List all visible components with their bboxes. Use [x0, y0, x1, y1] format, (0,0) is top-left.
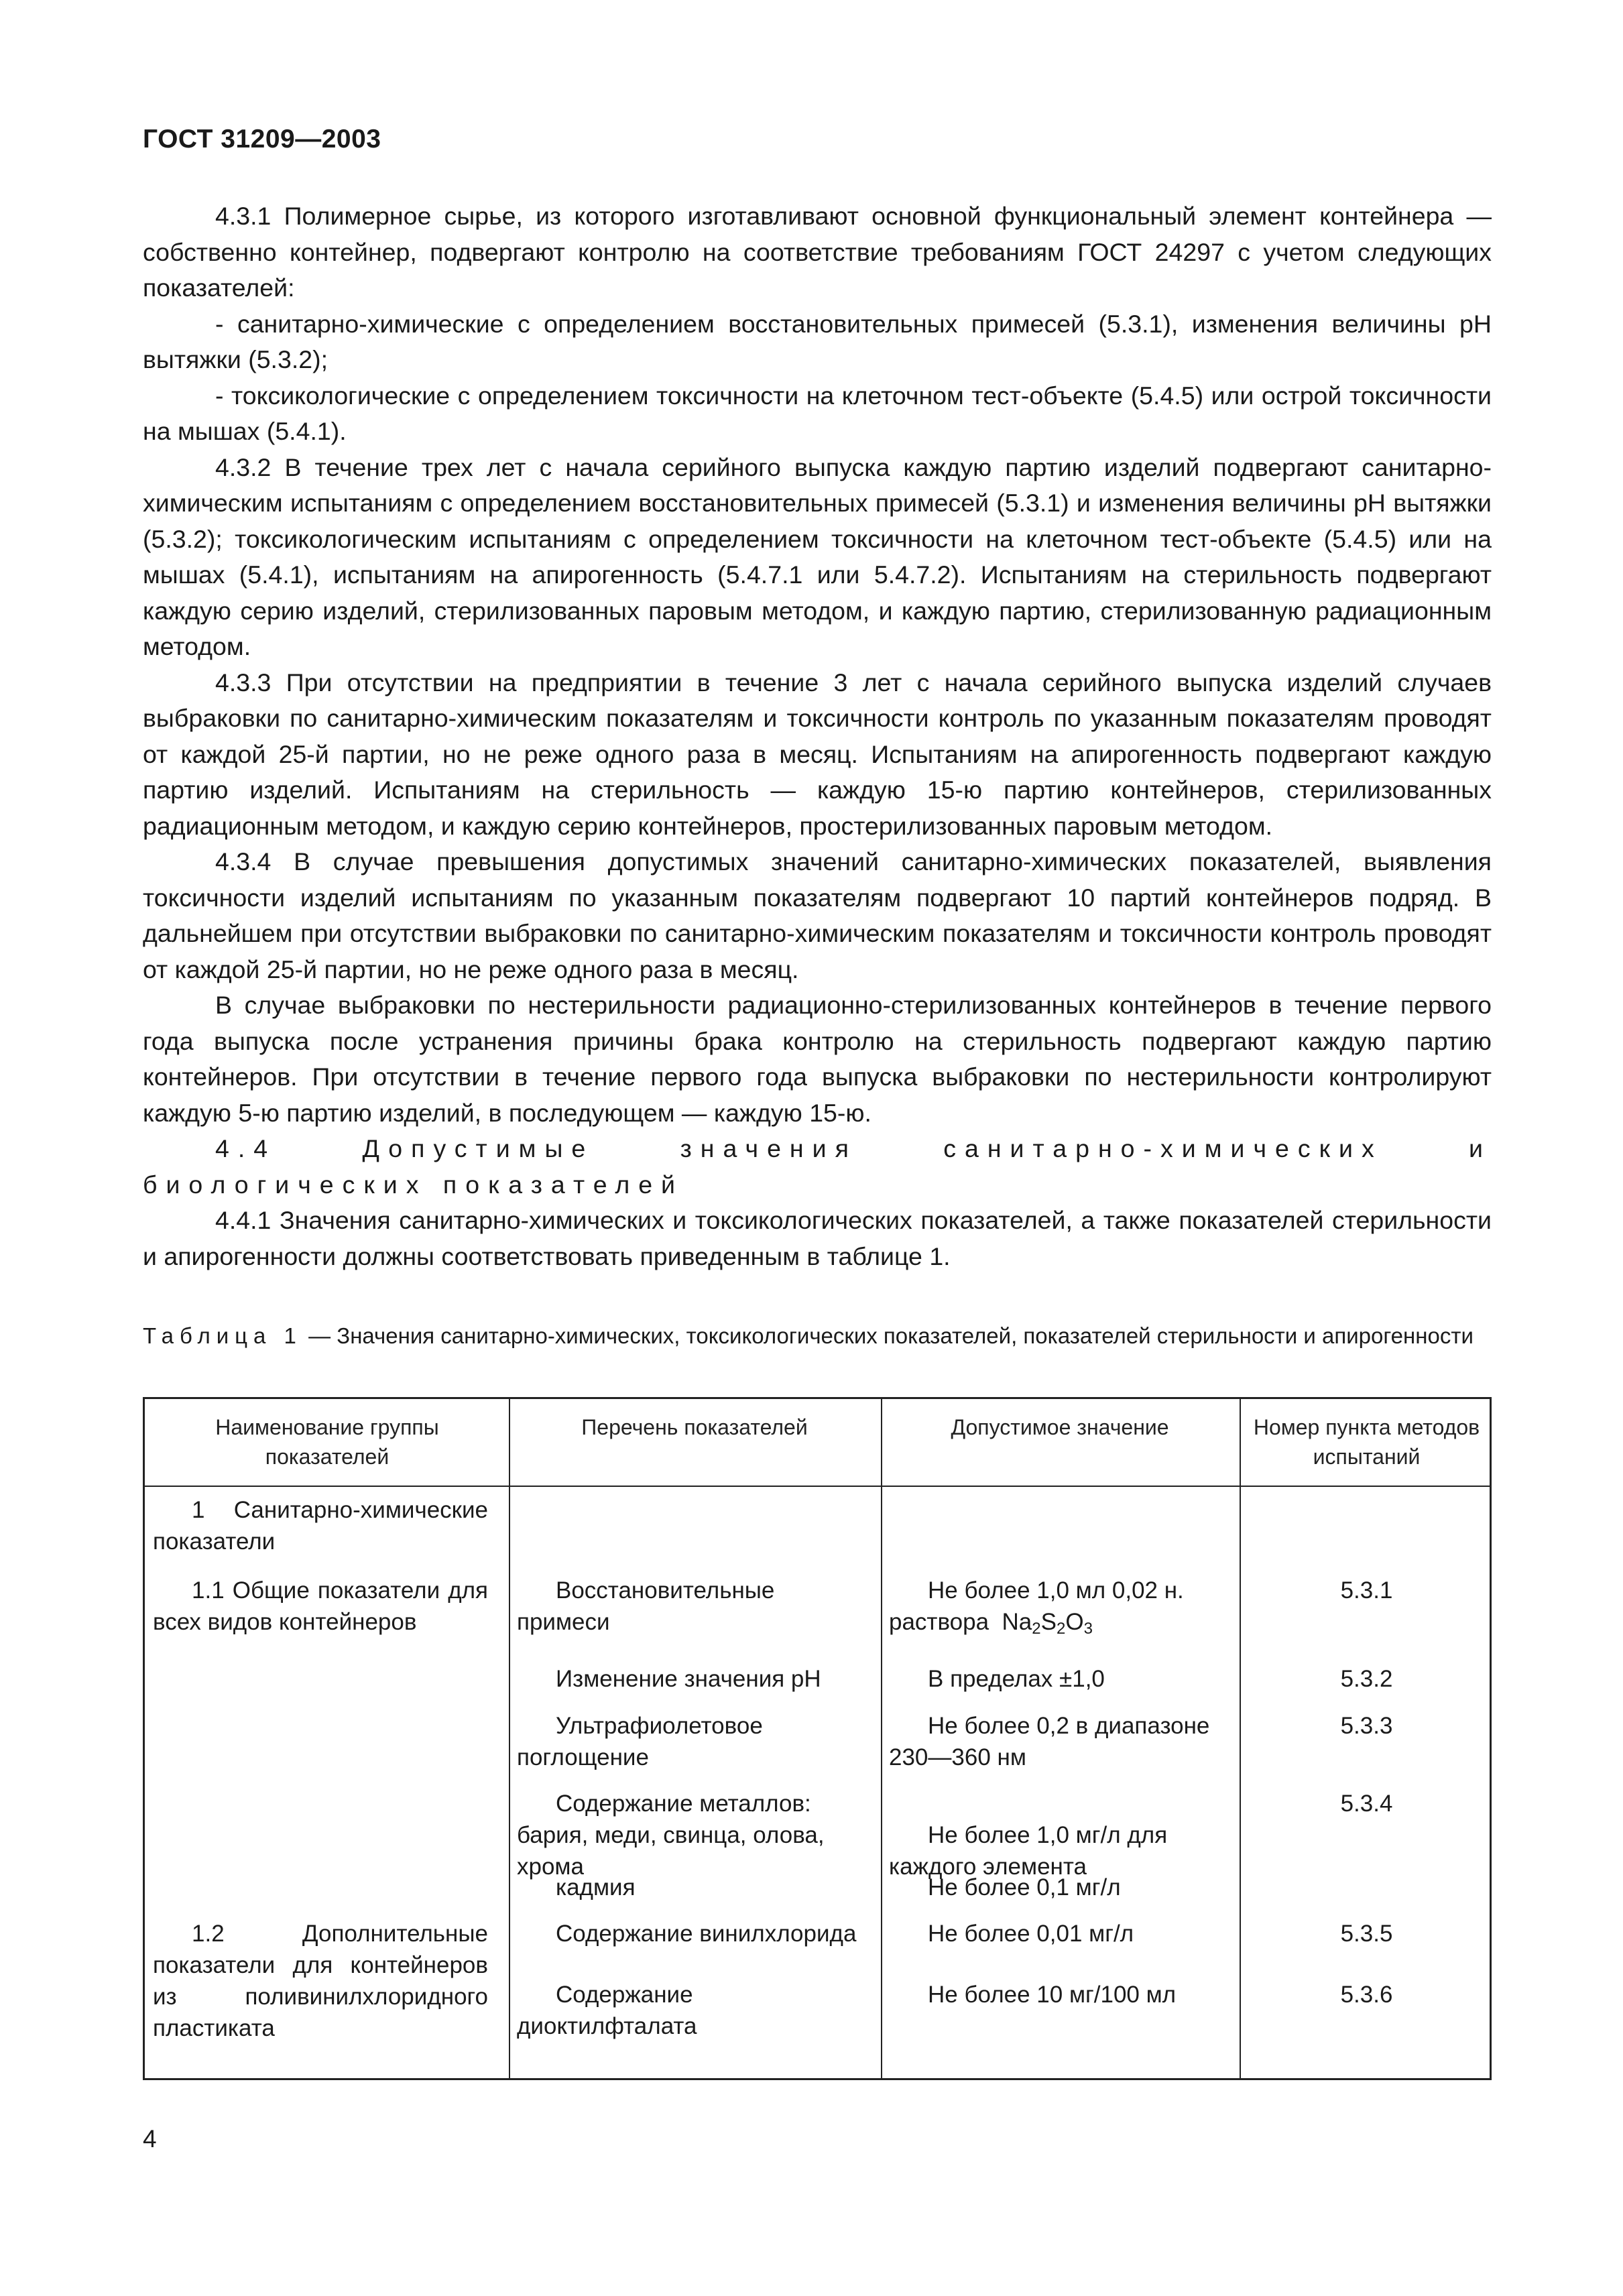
row-2-value: В пределах ±1,0 — [928, 1666, 1105, 1692]
paragraph-4-3-4: 4.3.4 В случае превышения допустимых значений санитарно-химических показателей, выявления токсичности изделий испытаниям по указанным показателям подвергают 10 партий контейнеров подряд. В дальнейшем при отсутствии выбраковки по санитарно-химическим показателям и токсичности контроль проводят от каждой 25-й партии, но не реже одного раза в месяц. — [143, 847, 1492, 983]
row-4-method: 5.3.4 — [1340, 1791, 1393, 1817]
row-4-value: Не более 1,0 мг/л для каждого элемента — [889, 1822, 1168, 1880]
paragraph-4-4-1: 4.4.1 Значения санитарно-химических и токсикологических показателей, а также показателей стерильности и апирогенности должны соответствовать приведенным в таблице 1. — [143, 1206, 1492, 1270]
table-caption — [143, 1321, 1492, 1351]
row-1-indicator: Восстановительные примеси — [517, 1577, 775, 1635]
group-1-2-label: 1.2 Дополнительные показатели для контейнеров из поливинилхлоридного пластиката — [153, 1921, 488, 2041]
table-caption-label: Таблица 1 — [143, 1323, 302, 1348]
row-2-indicator: Изменение значения рН — [556, 1666, 821, 1692]
row-2-method: 5.3.2 — [1340, 1666, 1393, 1692]
table-header-divider — [145, 1486, 1490, 1487]
row-1-value: Не более 1,0 мл 0,02 н. раствора $Na_2S_2O_3$ — [889, 1577, 1184, 1638]
table-1 — [143, 1397, 1492, 2080]
row-4-indicator: Содержание металлов: бария, меди, свинца, олова, хрома — [517, 1791, 825, 1880]
paragraph-4-3-1: 4.3.1 Полимерное сырье, из которого изготавливают основной функциональный элемент контейнера — собственно контейнер, подвергают контролю на соответствие требованиям ГОСТ 24297 с учетом следующих показателей: — [143, 202, 1492, 302]
paragraph-4-3-1-item-b: - токсикологические с определением токсичности на клеточном тест-объекте (5.4.5) или острой токсичности на мышах (5.4.1). — [143, 381, 1492, 445]
body-text — [143, 198, 1492, 1274]
reagent-formula: $Na_2S_2O_3$ — [1002, 1609, 1093, 1638]
row-5-value: Не более 0,1 мг/л — [928, 1874, 1121, 1900]
header-method-number: Номер пункта методов испытаний — [1253, 1415, 1480, 1469]
row-1-method: 5.3.1 — [1340, 1577, 1393, 1604]
row-7-method: 5.3.6 — [1340, 1982, 1393, 2008]
paragraph-4-3-4-cont: В случае выбраковки по нестерильности радиационно-стерилизованных контейнеров в течение первого года выпуска после устранения причины брака контролю на стерильность подвергают каждую партию контейнеров. При отсутствии в течение первого года выпуска выбраковки по нестерильности контролируют каждую 5-ю партию изделий, в последующем — каждую 15-ю. — [143, 991, 1492, 1127]
row-5-indicator: кадмия — [556, 1874, 636, 1900]
header-allowed-value: Допустимое значение — [951, 1415, 1169, 1439]
table-column-divider — [509, 1399, 510, 2078]
group-1-label: 1 Санитарно-химические показатели — [153, 1497, 488, 1555]
row-7-indicator: Содержание диоктилфталата — [517, 1982, 697, 2039]
row-3-indicator: Ультрафиолетовое поглощение — [517, 1713, 763, 1770]
row-6-value: Не более 0,01 мг/л — [928, 1921, 1134, 1947]
document-header: ГОСТ 31209—2003 — [143, 125, 381, 154]
row-3-value: Не более 0,2 в диапазоне 230—360 нм — [889, 1713, 1210, 1770]
table-column-divider — [1240, 1399, 1241, 2078]
row-3-method: 5.3.3 — [1340, 1713, 1393, 1739]
paragraph-4-3-2: 4.3.2 В течение трех лет с начала серийного выпуска каждую партию изделий подвергают санитарно-химическим испытаниям с определением восстановительных примесей (5.3.1) и изменения величины рН вытяжки (5.3.2); токсикологическим испытаниям с определением токсичности на клеточном тест-объекте (5.4.5) или на мышах (5.4.1), испытаниям на апирогенность (5.4.7.1 или 5.4.7.2). Испытаниям на стерильность подвергают каждую серию изделий, стерилизованных паровым методом, и каждую партию, стерилизованную радиационным методом. — [143, 452, 1492, 660]
header-indicator-list: Перечень показателей — [581, 1415, 808, 1439]
table-caption-text: — Значения санитарно-химических, токсикологических показателей, показателей стерильности и апирогенности — [302, 1323, 1474, 1348]
group-1-1-label: 1.1 Общие показатели для всех видов контейнеров — [153, 1577, 488, 1635]
row-6-indicator: Содержание винилхлорида — [556, 1921, 857, 1947]
paragraph-4-3-1-item-a: - санитарно-химические с определением восстановительных примесей (5.3.1), изменения величины рН вытяжки (5.3.2); — [143, 309, 1492, 373]
row-6-method: 5.3.5 — [1340, 1921, 1393, 1947]
table-column-divider — [881, 1399, 882, 2078]
row-7-value: Не более 10 мг/100 мл — [928, 1982, 1177, 2008]
header-group-name: Наименование группы показателей — [215, 1415, 439, 1469]
section-heading-4-4: 4.4 Допустимые значения санитарно-химических и биологических показателей — [143, 1134, 1492, 1199]
paragraph-4-3-3: 4.3.3 При отсутствии на предприятии в течение 3 лет с начала серийного выпуска изделий случаев выбраковки по санитарно-химическим показателям и токсичности контроль по указанным показателям проводят от каждой 25-й партии, но не реже одного раза в месяц. Испытаниям на апирогенность подвергают каждую партию изделий. Испытаниям на стерильность — каждую 15-ю партию контейнеров, стерилизованных радиационным методом, и каждую серию контейнеров, простерилизованных паровым методом. — [143, 668, 1492, 840]
page-number: 4 — [143, 2125, 157, 2153]
